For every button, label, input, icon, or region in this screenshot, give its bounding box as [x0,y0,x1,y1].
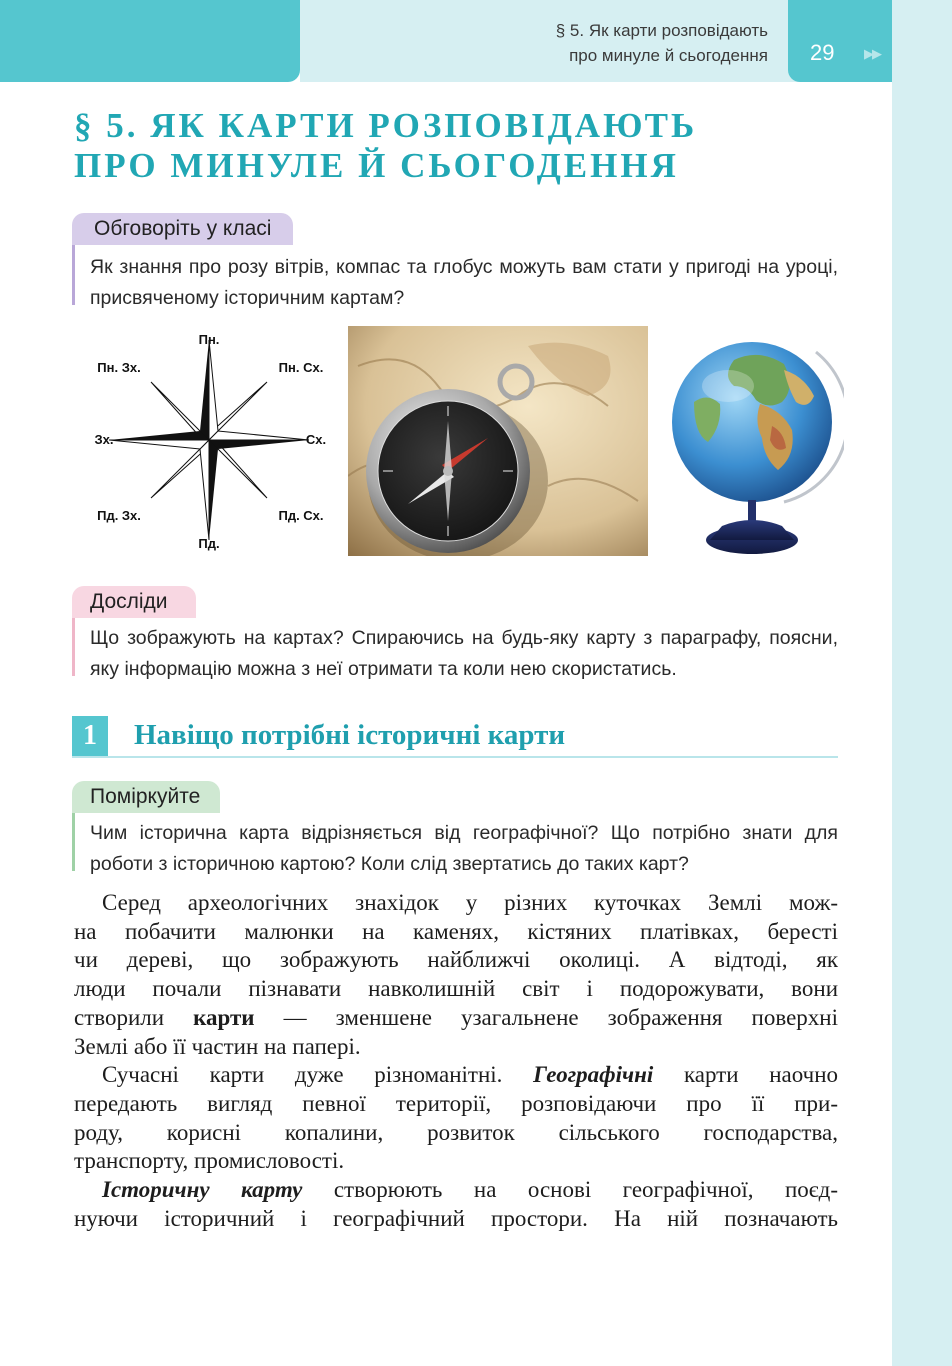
body-line: Землі або її частин на папері. [74,1033,361,1059]
body-line [74,1061,838,1090]
discuss-label: Обговоріть у класі [72,213,293,245]
page-number: 29 [810,40,835,65]
research-text: Що зображують на картах? Спираючись на будь-яку карту з параграфу, поясни, яку інформацію можна з неї отримати та коли нею скористатись. [90,627,838,680]
page-number-tab [788,0,892,82]
body-line: люди почали пізнавати навколишній світ і подорожувати, вони [74,976,838,1002]
running-head [556,18,768,68]
body-text-span: створюють на основі географічної, поєд- [302,1177,838,1203]
wind-rose-label-nw: Пн. Зх. [97,360,141,375]
double-arrow-icon: ▶▶ [864,46,880,61]
compass-on-map-photo [348,326,648,556]
globe-photo [664,330,844,558]
body-line: на побачити малюнки на каменях, кістяних платівках, бересті [74,918,838,944]
side-margin-strip [892,82,952,1366]
running-head-line-1: § 5. Як карти розповідають [555,21,768,40]
body-line: передають вигляд певної території, розповідаючи про її при- [74,1090,838,1116]
header-accent-band [0,0,300,82]
wind-rose-label-sw: Пд. Зх. [97,508,141,523]
section-title: Навіщо потрібні історичні карти [134,719,566,751]
body-line [74,1176,838,1205]
body-text-span: — зменшене узагальнене зображення поверхні [254,1004,838,1030]
section-number-badge: 1 [72,716,108,756]
running-head-line-2: про минуле й сьогодення [569,46,768,65]
research-label: Досліди [72,586,196,618]
body-text-span: карти наочно [653,1062,839,1088]
wind-rose-label-e: Сх. [305,432,327,447]
wind-rose-label-w: Зх. [94,432,114,447]
term-geographic: Географічні [533,1062,654,1088]
body-line: транспорту, промисловості. [74,1148,345,1174]
section-underline [72,756,838,758]
body-text-span: Сучасні карти дуже різноманітні. [102,1062,534,1088]
body-text [74,889,838,1233]
page-title [74,106,834,186]
wind-rose-label-se: Пд. Сх. [278,508,324,523]
wind-rose-label-n: Пн. [198,332,220,347]
body-line: Серед археологічних знахідок у різних куточках Землі мож- [102,890,838,915]
research-bar [72,618,75,676]
discuss-text: Як знання про розу вітрів, компас та глобус можуть вам стати у пригоді на уроці, присвяченому історичним картам? [90,256,838,309]
body-line [74,1004,838,1033]
wind-rose-label-s: Пд. [198,536,220,551]
term-historical-map: Історичну карту [102,1177,303,1203]
page-title-line-1: § 5. ЯК КАРТИ РОЗПОВІДАЮТЬ [74,106,698,145]
wind-rose-diagram [84,328,334,554]
body-line: нуючи історичний і географічний простори. На ній позначають [74,1205,838,1231]
discuss-bar [72,245,75,305]
think-text: Чим історична карта відрізняється від географічної? Що потрібно знати для роботи з історичною картою? Коли слід звертатись до таких карт? [90,822,838,875]
think-label: Поміркуйте [72,781,220,813]
body-text-span: створили [74,1004,194,1030]
body-line: роду, корисні копалини, розвиток сільського господарства, [74,1119,838,1145]
think-bar [72,813,75,871]
page-title-line-2: ПРО МИНУЛЕ Й СЬОГОДЕННЯ [74,146,679,185]
body-line: чи дереві, що зображують найближчі околиці. А відтоді, як [74,947,838,973]
wind-rose-label-ne: Пн. Сх. [278,360,324,375]
term-maps: карти [193,1004,255,1030]
